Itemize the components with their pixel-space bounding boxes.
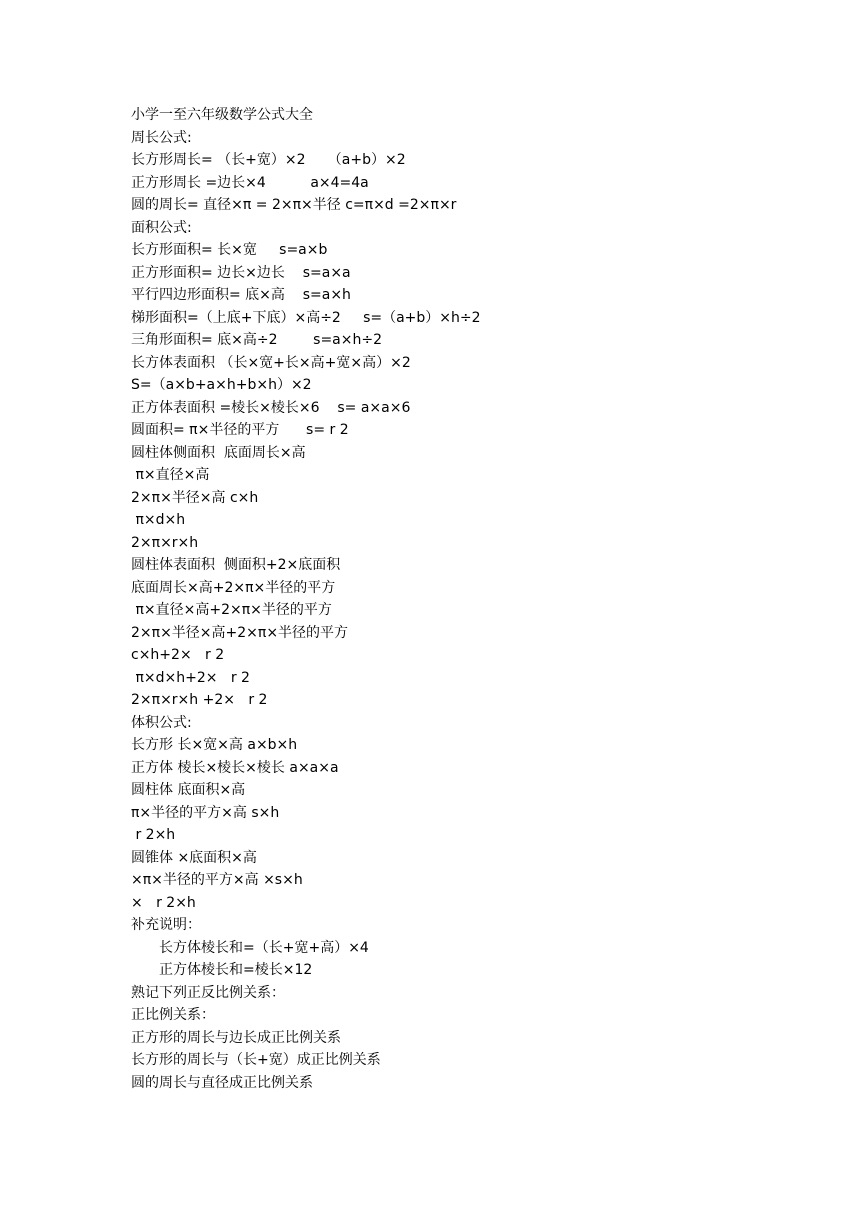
section-heading-area: 面积公式: xyxy=(131,219,192,236)
formula-line: 长方形周长= （长+宽）×2 （a+b）×2 xyxy=(131,152,406,168)
formula-line: 圆柱体表面积 侧面积+2×底面积 xyxy=(131,557,341,573)
section-heading-perimeter: 周长公式: xyxy=(131,129,192,146)
formula-line: 长方体表面积 （长×宽+长×高+宽×高）×2 xyxy=(131,354,411,371)
formula-line: 平行四边形面积= 底×高 s=a×h xyxy=(131,287,351,303)
formula-line: 正方体 棱长×棱长×棱长 a×a×a xyxy=(131,759,339,776)
formula-line: 长方体棱长和=（长+宽+高）×4 xyxy=(159,939,369,956)
formula-line: S=（a×b+a×h+b×h）×2 xyxy=(131,377,312,393)
proportion-line: 圆的周长与直径成正比例关系 xyxy=(131,1074,313,1091)
document-body xyxy=(131,104,811,1094)
formula-line: 长方形 长×宽×高 a×b×h xyxy=(131,737,298,753)
formula-line: 圆锥体 ×底面积×高 xyxy=(131,849,257,866)
formula-line: 三角形面积= 底×高÷2 s=a×h÷2 xyxy=(131,332,382,348)
formula-line: 圆柱体 底面积×高 xyxy=(131,782,246,798)
section-heading-proportion: 熟记下列正反比例关系： xyxy=(131,984,285,1001)
formula-line: 正方体表面积 =棱长×棱长×6 s= a×a×6 xyxy=(131,399,411,416)
document-title: 小学一至六年级数学公式大全 xyxy=(131,107,313,123)
formula-line: π×直径×高+2×π×半径的平方 xyxy=(131,602,332,618)
section-heading-volume: 体积公式: xyxy=(131,714,192,731)
formula-line: 2×π×半径×高+2×π×半径的平方 xyxy=(131,624,349,641)
formula-line: 正方形面积= 边长×边长 s=a×a xyxy=(131,264,351,281)
formula-line: r 2×h xyxy=(131,827,176,843)
formula-line: 圆的周长= 直径×π = 2×π×半径 c=π×d =2×π×r xyxy=(131,197,457,213)
formula-line: 梯形面积=（上底+下底）×高÷2 s=（a+b）×h÷2 xyxy=(131,309,481,326)
formula-line: 2×π×r×h xyxy=(131,534,199,551)
formula-line: π×d×h xyxy=(131,512,186,528)
formula-line: 2×π×半径×高 c×h xyxy=(131,489,259,506)
formula-line: 正方体棱长和=棱长×12 xyxy=(159,962,313,978)
section-heading-notes: 补充说明： xyxy=(131,917,201,933)
formula-line: 2×π×r×h +2× r 2 xyxy=(131,692,268,708)
formula-line: 圆柱体侧面积 底面周长×高 xyxy=(131,444,306,461)
formula-line: π×半径的平方×高 s×h xyxy=(131,804,280,821)
formula-line: π×直径×高 xyxy=(131,467,210,483)
formula-line: 圆面积= π×半径的平方 s= r 2 xyxy=(131,422,349,438)
formula-line: c×h+2× r 2 xyxy=(131,647,225,663)
formula-line: π×d×h+2× r 2 xyxy=(131,669,250,686)
subsection-heading-direct-proportion: 正比例关系： xyxy=(131,1007,215,1023)
proportion-line: 正方形的周长与边长成正比例关系 xyxy=(131,1029,341,1046)
proportion-line: 长方形的周长与（长+宽）成正比例关系 xyxy=(131,1052,381,1068)
formula-line: 正方形周长 =边长×4 a×4=4a xyxy=(131,174,369,191)
formula-line: ×π×半径的平方×高 ×s×h xyxy=(131,872,303,888)
formula-line: 底面周长×高+2×π×半径的平方 xyxy=(131,579,336,596)
formula-line: 长方形面积= 长×宽 s=a×b xyxy=(131,242,328,258)
formula-line: × r 2×h xyxy=(131,894,196,911)
